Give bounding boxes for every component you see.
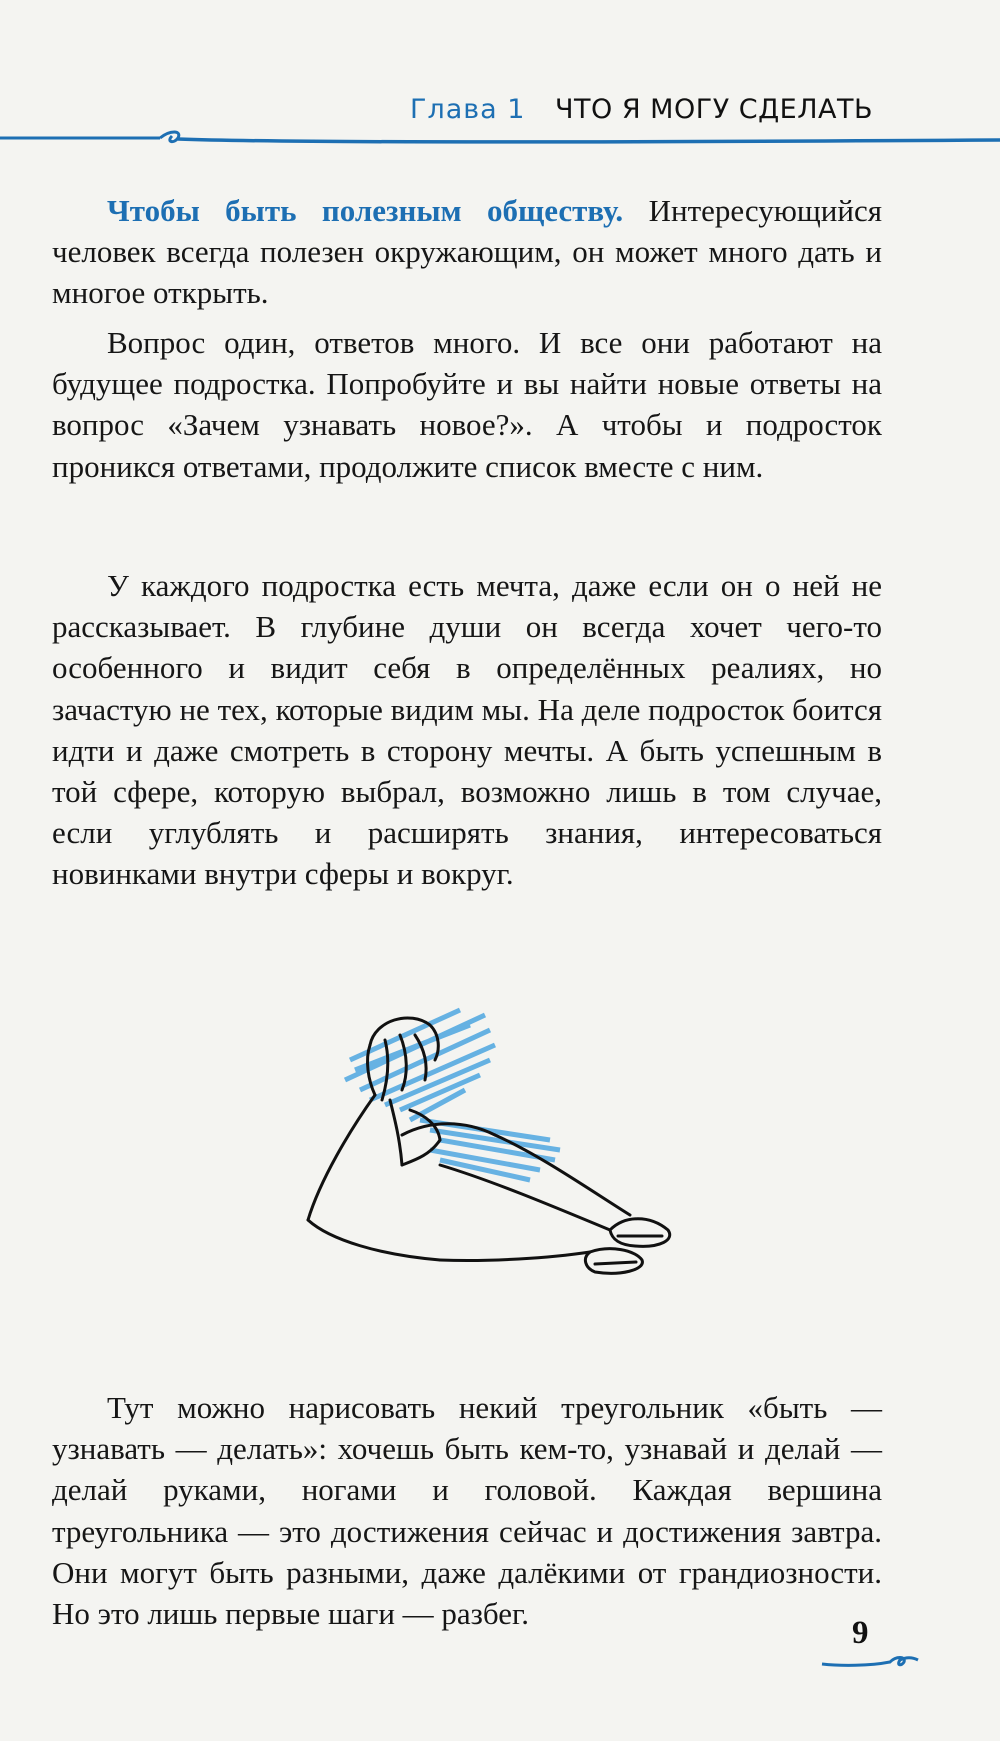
header-rule <box>0 126 1000 156</box>
paragraph-3 <box>52 565 882 895</box>
paragraph-text: У каждого подростка есть мечта, даже если он о ней не рассказывает. В глубине души он всегда хочет чего-то особенного и видит себя в определённых реалиях, но зачастую не тех, которые видим мы. На деле подросток боится идти и даже смотреть в сторону мечты. А быть успешным в той сфере, которую выбрал, возможно лишь в том случае, если углублять и расширять знания, интересоваться новинками внутри сферы и вокруг. <box>52 568 882 892</box>
running-header <box>0 80 1000 150</box>
paragraph-2 <box>52 322 882 487</box>
sitting-boy-illustration <box>290 990 690 1330</box>
blue-scribble <box>345 1010 560 1180</box>
page-number: 9 <box>852 1615 869 1651</box>
chapter-label: Глава 1 <box>410 94 526 125</box>
paragraph-1 <box>52 190 882 314</box>
paragraph-text: Вопрос один, ответов много. И все они работают на будущее подростка. Попробуйте и вы найти новые ответы на вопрос «Зачем узнавать новое?». А чтобы и подросток проникся ответами, продолжите список вместе с ним. <box>52 325 882 484</box>
paragraph-text: Тут можно нарисовать некий треугольник «быть — узнавать — делать»: хочешь быть кем-то, узнавай и делай — делай руками, ногами и головой. Каждая вершина треугольника — это достижения сейчас и достижения завтра. Они могут быть разными, даже далёкими от грандиозности. Но это лишь первые шаги — разбег. <box>52 1390 882 1632</box>
paragraph-4 <box>52 1387 882 1634</box>
page-number-swoosh <box>820 1650 920 1674</box>
paragraph-lead: Чтобы быть полезным обществу. <box>107 193 624 228</box>
paragraph-text: Интересующийся человек всегда полезен окружающим, он может много дать и многое открыть. <box>52 193 882 311</box>
chapter-title: ЧТО Я МОГУ СДЕЛАТЬ <box>555 94 874 125</box>
